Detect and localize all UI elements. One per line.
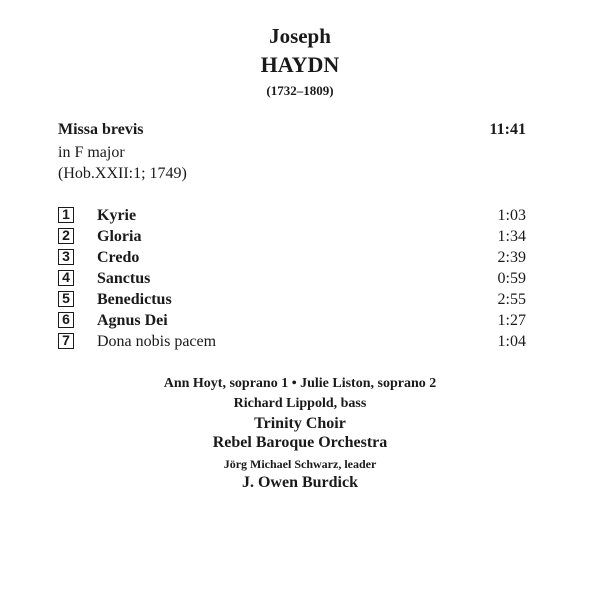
track-number-box: 7 — [58, 333, 74, 349]
soloists-line-2: Richard Lippold, bass — [233, 396, 367, 411]
work-title: Missa brevis — [58, 121, 144, 138]
track-duration: 1:04 — [497, 333, 526, 350]
track-number-box: 3 — [58, 249, 74, 265]
track-name: Credo — [97, 249, 140, 266]
track-row — [58, 248, 526, 269]
track-number-box: 4 — [58, 270, 74, 286]
track-name: Agnus Dei — [97, 312, 168, 329]
composer-dates: (1732–1809) — [266, 83, 334, 98]
track-row — [58, 206, 526, 227]
track-name: Sanctus — [97, 270, 151, 287]
track-duration: 2:55 — [497, 291, 526, 308]
track-number-box: 1 — [58, 207, 74, 223]
track-duration: 1:03 — [497, 207, 526, 224]
composer-last-name: HAYDN — [260, 52, 340, 77]
orchestra-name: Rebel Baroque Orchestra — [212, 434, 388, 451]
track-duration: 0:59 — [497, 270, 526, 287]
orchestra-leader: Jörg Michael Schwarz, leader — [223, 457, 377, 471]
track-name: Gloria — [97, 228, 142, 245]
work-key: in F major — [58, 144, 125, 161]
track-number-box: 5 — [58, 291, 74, 307]
track-row — [58, 269, 526, 290]
work-total-duration: 11:41 — [489, 121, 526, 138]
soloists-line-1: Ann Hoyt, soprano 1 • Julie Liston, soprano 2 — [163, 376, 437, 391]
track-duration: 1:34 — [497, 228, 526, 245]
track-number-box: 6 — [58, 312, 74, 328]
choir-name: Trinity Choir — [254, 415, 346, 432]
composer-first-name: Joseph — [269, 24, 331, 48]
track-duration: 1:27 — [497, 312, 526, 329]
track-number-box: 2 — [58, 228, 74, 244]
track-duration: 2:39 — [497, 249, 526, 266]
track-name: Kyrie — [97, 207, 137, 224]
track-name: Dona nobis pacem — [97, 333, 217, 350]
track-row — [58, 311, 526, 332]
track-row — [58, 227, 526, 248]
track-row — [58, 332, 526, 353]
work-catalog: (Hob.XXII:1; 1749) — [58, 165, 187, 182]
conductor-name: J. Owen Burdick — [241, 474, 358, 491]
track-name: Benedictus — [97, 291, 172, 308]
track-row — [58, 290, 526, 311]
